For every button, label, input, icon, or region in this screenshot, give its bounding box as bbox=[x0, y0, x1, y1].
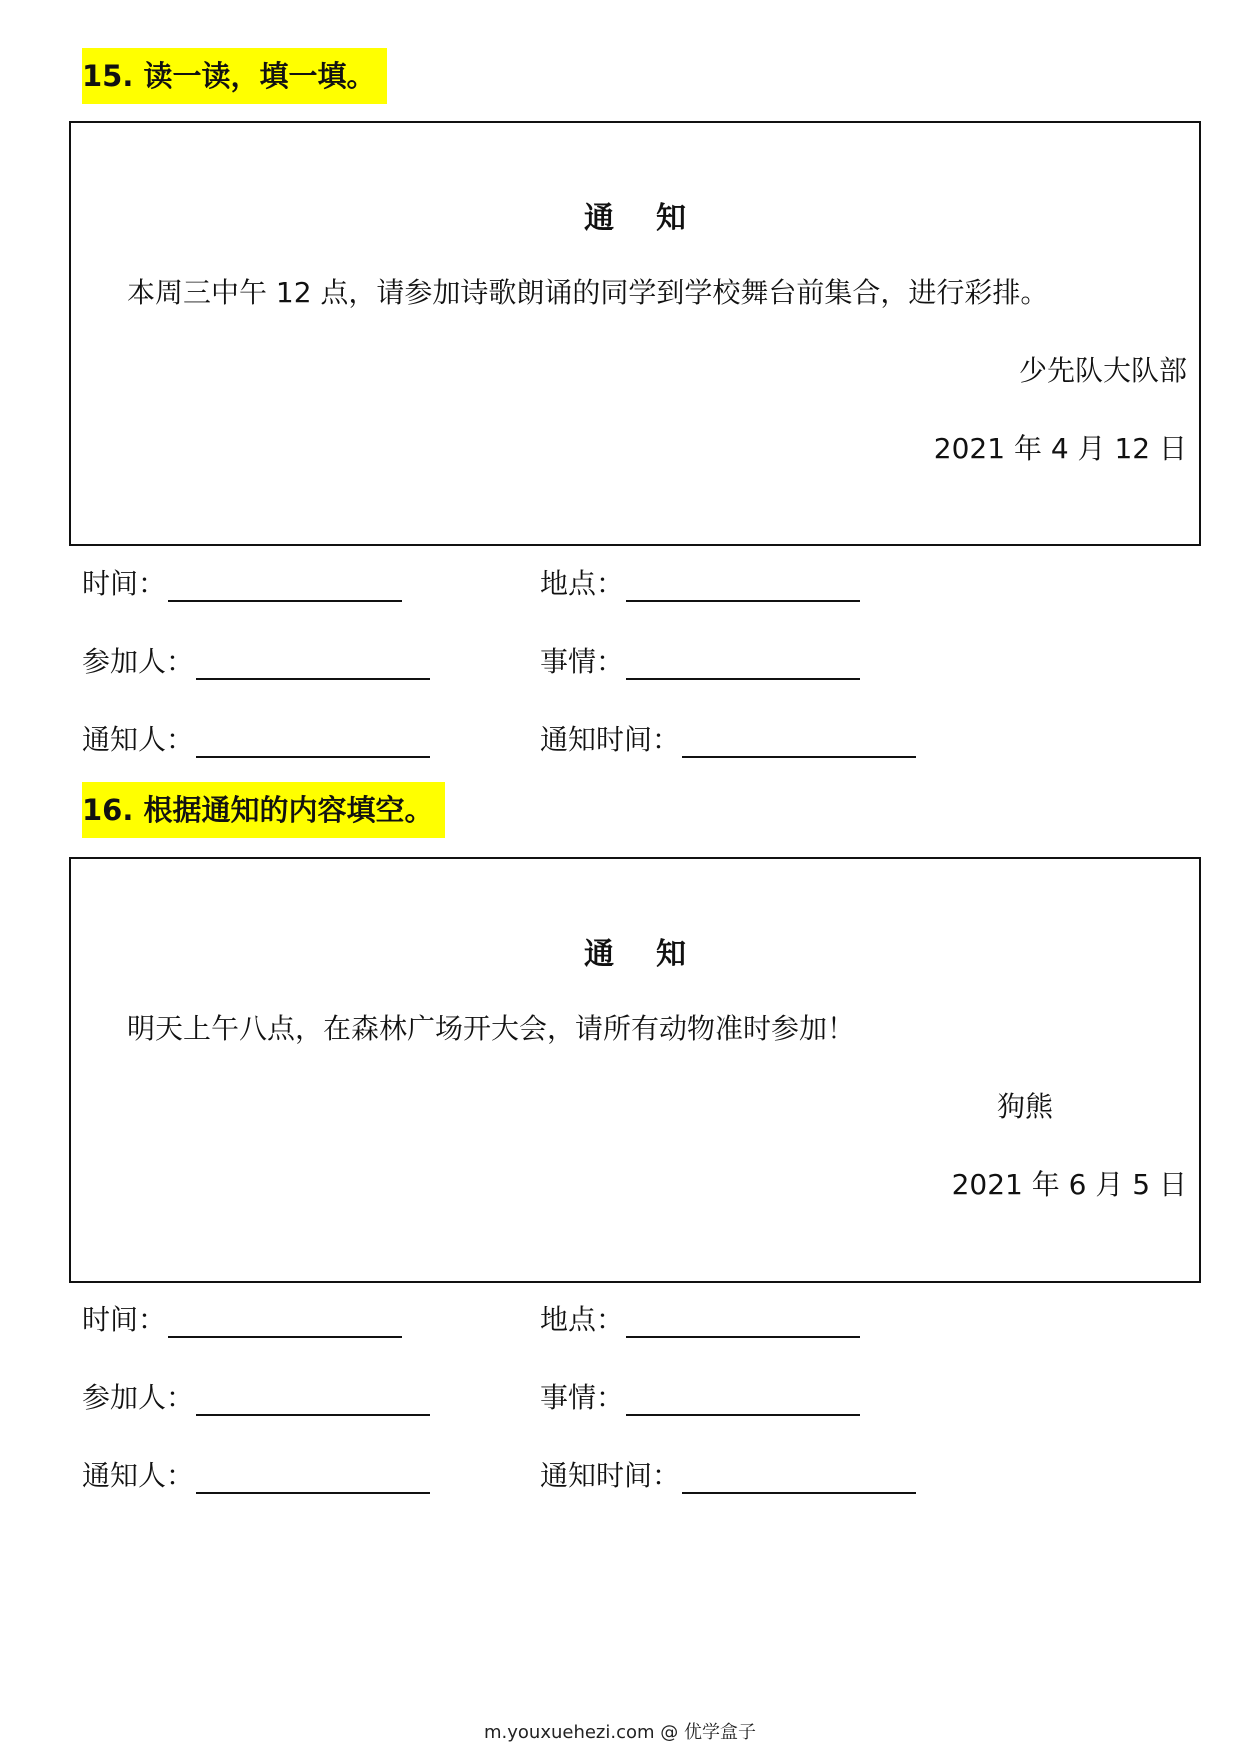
field-notice-time bbox=[540, 718, 916, 758]
field-time bbox=[82, 1298, 402, 1338]
blank-notifier-input[interactable] bbox=[196, 726, 430, 758]
blank-matter-input[interactable] bbox=[626, 1384, 860, 1416]
blank-place-input[interactable] bbox=[626, 1306, 860, 1338]
field-label: 通知时间： bbox=[540, 1459, 681, 1492]
field-label: 事情： bbox=[540, 645, 625, 678]
notice-box-16 bbox=[69, 857, 1201, 1283]
blank-notice-time-input[interactable] bbox=[682, 1462, 916, 1494]
notice-signer: 狗熊 bbox=[996, 1090, 1053, 1123]
question-16-title: 16. 根据通知的内容填空。 bbox=[82, 782, 445, 838]
field-place bbox=[540, 1298, 860, 1338]
field-time bbox=[82, 562, 402, 602]
notice-signer: 少先队大队部 bbox=[1018, 354, 1187, 387]
notice-body: 本周三中午 12 点，请参加诗歌朗诵的同学到学校舞台前集合，进行彩排。 bbox=[127, 276, 1049, 309]
field-label: 通知人： bbox=[82, 723, 195, 756]
blank-participants-input[interactable] bbox=[196, 1384, 430, 1416]
notice-box-15 bbox=[69, 121, 1201, 546]
field-matter bbox=[540, 1376, 860, 1416]
field-label: 参加人： bbox=[82, 1381, 195, 1414]
field-matter bbox=[540, 640, 860, 680]
blank-participants-input[interactable] bbox=[196, 648, 430, 680]
blank-matter-input[interactable] bbox=[626, 648, 860, 680]
field-label: 时间： bbox=[82, 1303, 167, 1336]
field-label: 事情： bbox=[540, 1381, 625, 1414]
question-15-title: 15. 读一读，填一填。 bbox=[82, 48, 387, 104]
field-notice-time bbox=[540, 1454, 916, 1494]
footer-watermark: m.youxuehezi.com @ 优学盒子 bbox=[483, 1722, 756, 1743]
field-participants bbox=[82, 1376, 430, 1416]
field-label: 通知人： bbox=[82, 1459, 195, 1492]
blank-place-input[interactable] bbox=[626, 570, 860, 602]
field-notifier bbox=[82, 718, 430, 758]
notice-heading: 通知 bbox=[584, 937, 728, 972]
blank-time-input[interactable] bbox=[168, 1306, 402, 1338]
notice-date: 2021 年 4 月 12 日 bbox=[933, 432, 1187, 465]
field-notifier bbox=[82, 1454, 430, 1494]
blank-time-input[interactable] bbox=[168, 570, 402, 602]
blank-notice-time-input[interactable] bbox=[682, 726, 916, 758]
field-place bbox=[540, 562, 860, 602]
notice-heading: 通知 bbox=[584, 201, 728, 236]
blank-notifier-input[interactable] bbox=[196, 1462, 430, 1494]
field-label: 时间： bbox=[82, 567, 167, 600]
notice-date: 2021 年 6 月 5 日 bbox=[951, 1168, 1187, 1201]
field-label: 地点： bbox=[540, 567, 625, 600]
field-label: 地点： bbox=[540, 1303, 625, 1336]
field-label: 参加人： bbox=[82, 645, 195, 678]
notice-body: 明天上午八点，在森林广场开大会，请所有动物准时参加！ bbox=[127, 1012, 856, 1045]
field-participants bbox=[82, 640, 430, 680]
field-label: 通知时间： bbox=[540, 723, 681, 756]
